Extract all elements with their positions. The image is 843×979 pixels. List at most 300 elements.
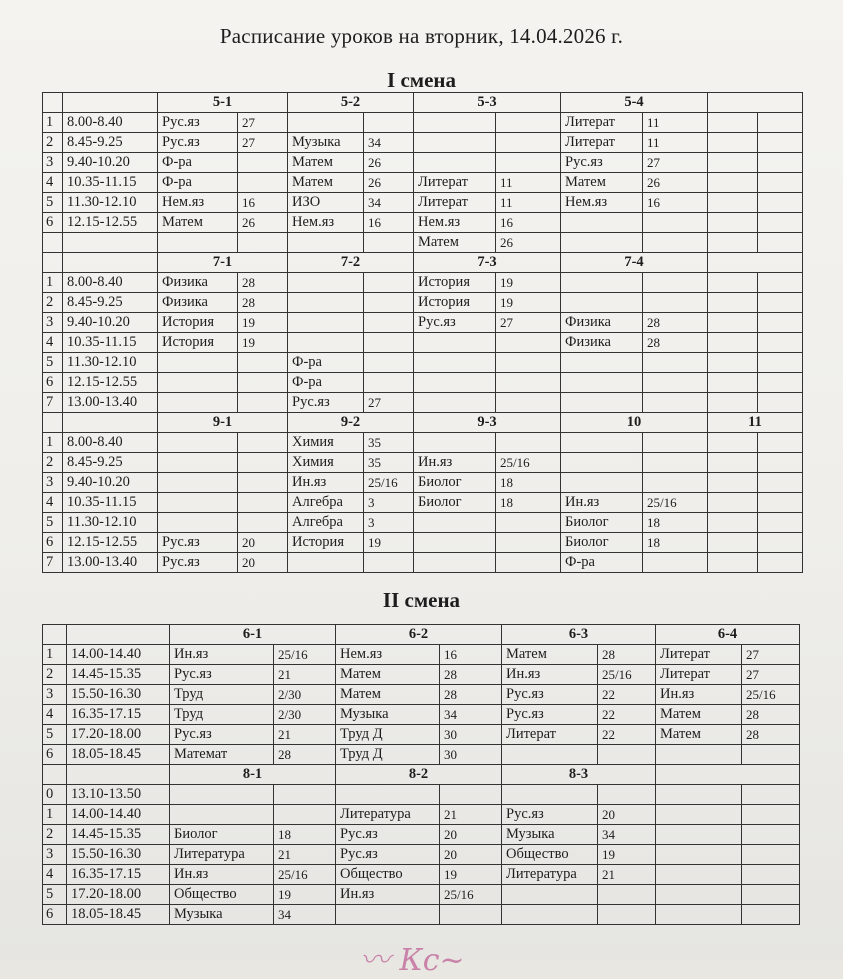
room-cell [598,885,656,905]
lesson-number-header [43,253,63,273]
subject-cell: Матем [158,213,238,233]
subject-cell: Матем [656,725,742,745]
lesson-time: 13.00-13.40 [63,553,158,573]
lesson-time: 10.35-11.15 [63,173,158,193]
subject-cell [708,373,758,393]
lesson-number: 5 [43,193,63,213]
subject-cell: Биолог [170,825,274,845]
lesson-time: 8.00-8.40 [63,433,158,453]
subject-cell: Алгебра [288,493,364,513]
subject-cell: Биолог [414,493,496,513]
room-cell: 21 [274,665,336,685]
subject-cell [158,393,238,413]
subject-cell: Литерат [561,113,643,133]
room-cell [758,233,803,253]
subject-cell: Физика [561,313,643,333]
shift-1-title: I смена [387,68,456,92]
subject-cell [158,473,238,493]
room-cell [643,373,708,393]
room-cell [598,785,656,805]
table-row [43,113,803,133]
table-row [43,493,803,513]
time-header [67,765,170,785]
lesson-number: 1 [43,273,63,293]
subject-cell: Рус.яз [158,553,238,573]
room-cell [758,313,803,333]
room-cell: 28 [440,665,502,685]
page-title: Расписание уроков на вторник, 14.04.2026 г. [219,24,624,48]
room-cell: 11 [643,113,708,133]
room-cell [364,293,414,313]
subject-cell [656,845,742,865]
room-cell [758,453,803,473]
room-cell [643,453,708,473]
subject-cell: Биолог [561,533,643,553]
subject-cell [414,353,496,373]
room-cell [758,553,803,573]
room-cell: 27 [742,645,800,665]
room-cell: 28 [274,745,336,765]
subject-cell: Литерат [656,665,742,685]
room-cell: 26 [496,233,561,253]
table-row [43,745,800,765]
room-cell: 27 [364,393,414,413]
room-cell [742,745,800,765]
subject-cell: Рус.яз [158,533,238,553]
table-row [43,273,803,293]
room-cell: 16 [238,193,288,213]
subject-cell [561,373,643,393]
table-row [43,173,803,193]
subject-cell: Нем.яз [561,193,643,213]
lesson-number: 7 [43,393,63,413]
table-row [43,333,803,353]
subject-cell [502,885,598,905]
room-cell [758,533,803,553]
room-cell [758,133,803,153]
room-cell [274,785,336,805]
lesson-time: 9.40-10.20 [63,473,158,493]
class-header-8-3: 8-3 [502,765,656,785]
subject-cell [158,353,238,373]
subject-cell: Общество [170,885,274,905]
room-cell: 21 [274,725,336,745]
room-cell [496,533,561,553]
subject-cell: Музыка [288,133,364,153]
lesson-time: 11.30-12.10 [63,193,158,213]
room-cell: 2/30 [274,705,336,725]
lesson-number: 1 [43,113,63,133]
room-cell [758,173,803,193]
subject-cell: Ф-ра [561,553,643,573]
class-header-6-4: 6-4 [656,625,800,645]
room-cell: 18 [496,473,561,493]
subject-cell [288,333,364,353]
room-cell [598,745,656,765]
room-cell [496,433,561,453]
subject-cell: Матем [561,173,643,193]
table-row [43,865,800,885]
subject-cell [414,113,496,133]
room-cell [742,865,800,885]
room-cell: 11 [496,193,561,213]
lesson-time: 10.35-11.15 [63,493,158,513]
room-cell: 28 [440,685,502,705]
room-cell: 19 [238,333,288,353]
room-cell: 27 [742,665,800,685]
table-row [43,665,800,685]
room-cell: 2/30 [274,685,336,705]
class-header-7-3: 7-3 [414,253,561,273]
shift-2-block-0-header [43,625,800,645]
subject-cell [708,153,758,173]
room-cell [238,433,288,453]
subject-cell [288,273,364,293]
subject-cell [708,493,758,513]
room-cell: 25/16 [274,645,336,665]
lesson-time: 11.30-12.10 [63,513,158,533]
lesson-time: 14.00-14.40 [67,805,170,825]
room-cell [758,113,803,133]
subject-cell: Матем [414,233,496,253]
table-row [43,153,803,173]
subject-cell [158,513,238,533]
lesson-number: 0 [43,785,67,805]
subject-cell [708,553,758,573]
room-cell: 3 [364,493,414,513]
room-cell [364,113,414,133]
subject-cell [414,433,496,453]
lesson-time: 13.00-13.40 [63,393,158,413]
lesson-number: 1 [43,645,67,665]
table-row [43,725,800,745]
subject-cell: Матем [656,705,742,725]
subject-cell [561,233,643,253]
subject-cell [708,213,758,233]
subject-cell: Ин.яз [502,665,598,685]
subject-cell: Ин.яз [170,645,274,665]
shift-1-block-0-header [43,93,803,113]
subject-cell [502,905,598,925]
subject-cell [288,313,364,333]
room-cell [238,473,288,493]
subject-cell [414,133,496,153]
lesson-time: 9.40-10.20 [63,153,158,173]
room-cell: 27 [238,133,288,153]
room-cell [758,433,803,453]
room-cell [643,353,708,373]
lesson-time: 14.00-14.40 [67,645,170,665]
subject-cell [708,173,758,193]
table-row [43,433,803,453]
subject-cell [561,353,643,373]
lesson-time: 15.50-16.30 [67,685,170,705]
room-cell [758,513,803,533]
lesson-time: 14.45-15.35 [67,825,170,845]
lesson-number-header [43,765,67,785]
shift-1-block-1-header [43,253,803,273]
lesson-number: 6 [43,533,63,553]
table-row [43,353,803,373]
subject-cell: Литература [502,865,598,885]
room-cell [496,513,561,533]
lesson-number: 3 [43,473,63,493]
room-cell [742,905,800,925]
subject-cell: Рус.яз [502,685,598,705]
subject-cell: Рус.яз [158,113,238,133]
table-row [43,373,803,393]
room-cell: 21 [598,865,656,885]
lesson-number: 2 [43,665,67,685]
lesson-number: 1 [43,805,67,825]
subject-cell: Физика [158,273,238,293]
lesson-number: 5 [43,885,67,905]
lesson-number: 5 [43,725,67,745]
table-row [43,905,800,925]
lesson-time: 18.05-18.45 [67,745,170,765]
subject-cell [708,293,758,313]
lesson-time: 17.20-18.00 [67,885,170,905]
room-cell: 27 [496,313,561,333]
room-cell [364,353,414,373]
subject-cell: Нем.яз [158,193,238,213]
table-row [43,805,800,825]
lesson-number: 4 [43,333,63,353]
room-cell: 28 [238,273,288,293]
room-cell [742,845,800,865]
subject-cell: Биолог [561,513,643,533]
room-cell: 18 [643,513,708,533]
subject-cell [170,785,274,805]
class-header-5-2: 5-2 [288,93,414,113]
subject-cell [158,233,238,253]
subject-cell [656,905,742,925]
room-cell [238,393,288,413]
room-cell: 16 [496,213,561,233]
room-cell [496,393,561,413]
room-cell: 26 [364,173,414,193]
subject-cell [656,865,742,885]
room-cell: 18 [274,825,336,845]
subject-cell: Матем [336,665,440,685]
room-cell [440,785,502,805]
subject-cell: Рус.яз [502,805,598,825]
subject-cell: Алгебра [288,513,364,533]
subject-cell [708,353,758,373]
subject-cell [158,453,238,473]
class-header-11: 11 [708,413,803,433]
subject-cell: Химия [288,433,364,453]
class-header-8-1: 8-1 [170,765,336,785]
room-cell: 28 [643,333,708,353]
subject-cell: Ф-ра [288,373,364,393]
subject-cell: Нем.яз [414,213,496,233]
room-cell [758,493,803,513]
room-cell: 18 [496,493,561,513]
table-row [43,393,803,413]
room-cell [643,553,708,573]
room-cell [238,353,288,373]
room-cell: 25/16 [598,665,656,685]
lesson-time: 18.05-18.45 [67,905,170,925]
room-cell [742,825,800,845]
subject-cell [708,233,758,253]
lesson-time: 8.45-9.25 [63,133,158,153]
lesson-time: 8.00-8.40 [63,113,158,133]
room-cell: 22 [598,725,656,745]
room-cell: 19 [364,533,414,553]
subject-cell [414,393,496,413]
room-cell: 34 [274,905,336,925]
room-cell [364,233,414,253]
subject-cell [170,805,274,825]
lesson-number: 6 [43,213,63,233]
subject-cell [561,433,643,453]
lesson-number: 6 [43,745,67,765]
room-cell: 25/16 [274,865,336,885]
subject-cell: Рус.яз [288,393,364,413]
room-cell: 21 [274,845,336,865]
lesson-number: 1 [43,433,63,453]
subject-cell: История [414,273,496,293]
subject-cell: Труд Д [336,745,440,765]
table-row [43,885,800,905]
subject-cell [656,825,742,845]
subject-cell [414,333,496,353]
room-cell [643,213,708,233]
table-row [43,233,803,253]
lesson-time: 11.30-12.10 [63,353,158,373]
subject-cell [288,553,364,573]
lesson-time: 8.45-9.25 [63,293,158,313]
subject-cell: Труд [170,705,274,725]
subject-cell: Матем [336,685,440,705]
room-cell: 20 [238,553,288,573]
room-cell: 19 [598,845,656,865]
room-cell: 34 [440,705,502,725]
subject-cell [708,133,758,153]
room-cell: 25/16 [496,453,561,473]
lesson-number: 6 [43,373,63,393]
room-cell: 3 [364,513,414,533]
room-cell [758,193,803,213]
class-header-7-1: 7-1 [158,253,288,273]
class-header [656,765,800,785]
room-cell: 16 [440,645,502,665]
table-row [43,553,803,573]
lesson-number-header [43,93,63,113]
room-cell [496,553,561,573]
shift-1-table [42,92,803,573]
subject-cell: Литерат [414,173,496,193]
room-cell: 19 [238,313,288,333]
lesson-number: 2 [43,453,63,473]
table-row [43,133,803,153]
subject-cell: Нем.яз [336,645,440,665]
lesson-time: 17.20-18.00 [67,725,170,745]
room-cell [758,213,803,233]
lesson-time [63,233,158,253]
class-header-6-3: 6-3 [502,625,656,645]
subject-cell [656,885,742,905]
room-cell [364,273,414,293]
class-header-9-3: 9-3 [414,413,561,433]
room-cell [496,113,561,133]
subject-cell [414,553,496,573]
subject-cell: Биолог [414,473,496,493]
subject-cell: Литерат [656,645,742,665]
room-cell: 22 [598,685,656,705]
subject-cell [414,153,496,173]
subject-cell: Ин.яз [414,453,496,473]
room-cell: 34 [364,133,414,153]
lesson-number: 3 [43,845,67,865]
subject-cell [502,745,598,765]
lesson-time: 16.35-17.15 [67,705,170,725]
lesson-time: 8.00-8.40 [63,273,158,293]
table-row [43,845,800,865]
room-cell [496,333,561,353]
room-cell [496,133,561,153]
subject-cell [414,513,496,533]
subject-cell: Рус.яз [561,153,643,173]
subject-cell: История [414,293,496,313]
room-cell [742,805,800,825]
room-cell: 26 [364,153,414,173]
subject-cell [414,533,496,553]
class-header-7-2: 7-2 [288,253,414,273]
subject-cell [561,453,643,473]
room-cell [238,153,288,173]
subject-cell [708,193,758,213]
room-cell [496,373,561,393]
class-header-5-1: 5-1 [158,93,288,113]
lesson-time: 8.45-9.25 [63,453,158,473]
subject-cell [561,293,643,313]
room-cell: 28 [598,645,656,665]
subject-cell: Рус.яз [336,825,440,845]
room-cell: 11 [496,173,561,193]
room-cell [238,373,288,393]
lesson-time: 14.45-15.35 [67,665,170,685]
class-header-5-4: 5-4 [561,93,708,113]
subject-cell: История [288,533,364,553]
table-row [43,825,800,845]
lesson-time: 16.35-17.15 [67,865,170,885]
subject-cell: Ин.яз [170,865,274,885]
subject-cell [561,273,643,293]
room-cell [758,333,803,353]
room-cell [238,233,288,253]
room-cell [742,885,800,905]
subject-cell [708,433,758,453]
subject-cell: Литература [336,805,440,825]
time-header [67,625,170,645]
room-cell: 28 [643,313,708,333]
subject-cell [288,233,364,253]
subject-cell [708,513,758,533]
subject-cell: История [158,313,238,333]
lesson-number: 7 [43,553,63,573]
table-row [43,313,803,333]
shift-1-block-2-header [43,413,803,433]
lesson-number: 4 [43,173,63,193]
table-row [43,705,800,725]
class-header-9-1: 9-1 [158,413,288,433]
subject-cell: Матем [502,645,598,665]
subject-cell: История [158,333,238,353]
room-cell: 27 [643,153,708,173]
